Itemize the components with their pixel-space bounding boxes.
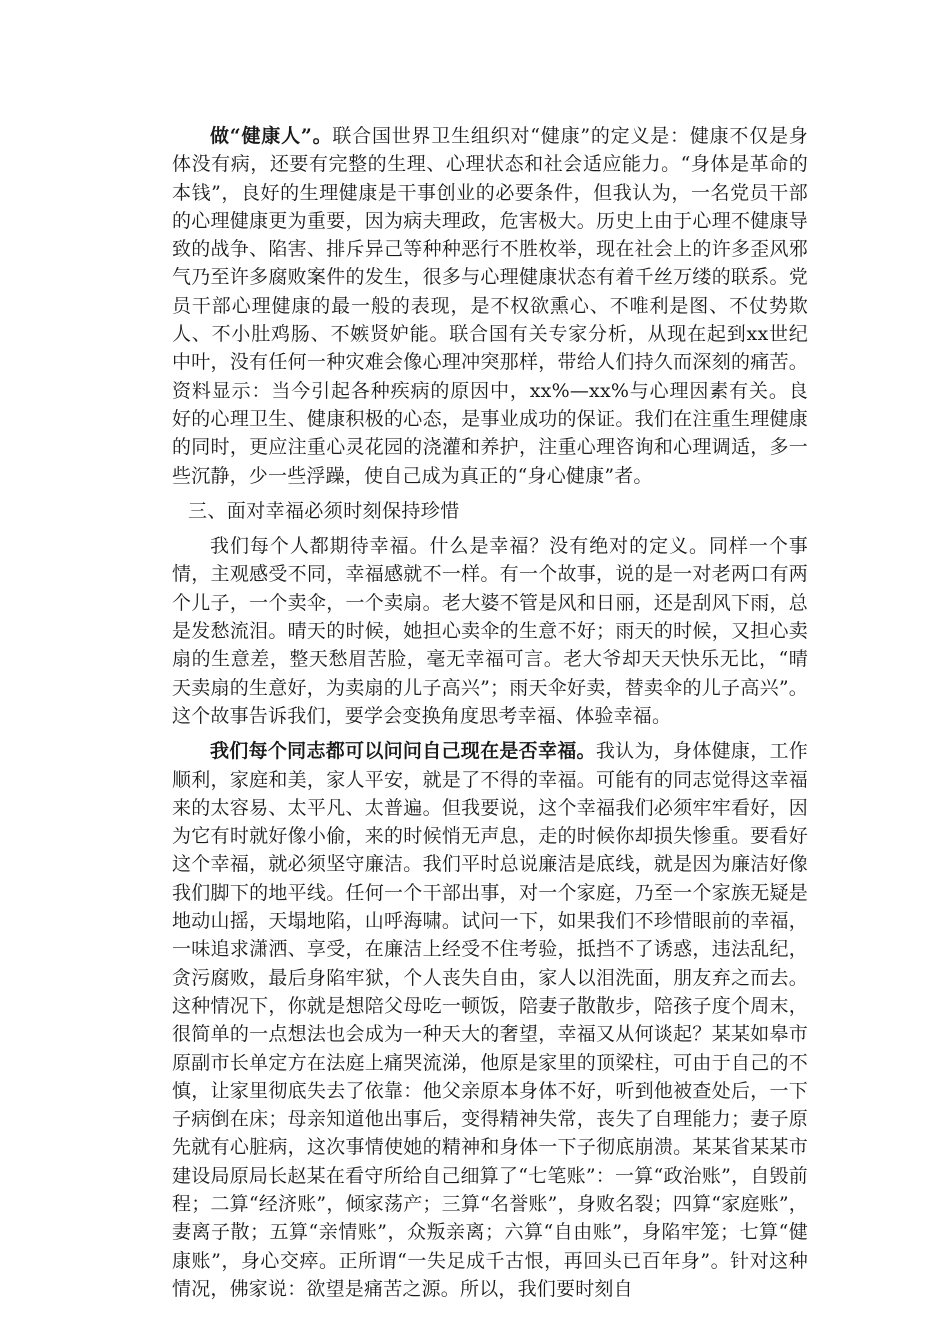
paragraph-ask-yourself — [172, 737, 808, 1303]
paragraph-body-text: 联合国世界卫生组织对“健康”的定义是：健康不仅是身体没有病，还要有完整的生理、心理状态和社会适应能力。“身体是革命的本钱”，良好的生理健康是干事创业的必要条件，但我认为，一名党员干部的心理健康更为重要，因为病夫理政，危害极大。历史上由于心理不健康导致的战争、陷害、排斥异己等种种恶行不胜枚举，现在社会上的许多歪风邪气乃至许多腐败案件的发生，很多与心理健康状态有着千丝万缕的联系。党员干部心理健康的最一般的表现，是不权欲熏心、不唯利是图、不仗势欺人、不小肚鸡肠、不嫉贤妒能。联合国有关专家分析，从现在起到xx世纪中叶，没有任何一种灾难会像心理冲突那样，带给人们持久而深刻的痛苦。资料显示：当今引起各种疾病的原因中，xx%—xx%与心理因素有关。良好的心理卫生、健康积极的心态，是事业成功的保证。我们在注重生理健康的同时，更应注重心灵花园的浇灌和养护，注重心理咨询和心理调适，多一些沉静，少一些浮躁，使自己成为真正的“身心健康”者。 — [172, 125, 808, 487]
document-page — [172, 122, 808, 1303]
paragraph-body-text: 我认为，身体健康，工作顺利，家庭和美，家人平安，就是了不得的幸福。可能有的同志觉得这幸福来的太容易、太平凡、太普遍。但我要说，这个幸福我们必须牢牢看好，因为它有时就好像小偷，来的时候悄无声息，走的时候你却损失惨重。要看好这个幸福，就必须坚守廉洁。我们平时总说廉洁是底线，就是因为廉洁好像我们脚下的地平线。任何一个干部出事，对一个家庭，乃至一个家族无疑是地动山摇，天塌地陷，山呼海啸。试问一下，如果我们不珍惜眼前的幸福，一味追求潇洒、享受，在廉洁上经受不住考验，抵挡不了诱惑，违法乱纪，贪污腐败，最后身陷牢狱，个人丧失自由，家人以泪洗面，朋友弃之而去。这种情况下，你就是想陪父母吃一顿饭，陪妻子散散步，陪孩子度个周末，很简单的一点想法也会成为一种天大的奢望，幸福又从何谈起？某某如皋市原副市长单定方在法庭上痛哭流涕，他原是家里的顶梁柱，可由于自己的不慎，让家里彻底失去了依靠：他父亲原本身体不好，听到他被查处后，一下子病倒在床；母亲知道他出事后，变得精神失常，丧失了自理能力；妻子原先就有心脏病，这次事情使她的精神和身体一下子彻底崩溃。某某省某某市建设局原局长赵某在看守所给自己细算了“七笔账”：一算“政治账”，自毁前程；二算“经济账”，倾家荡产；三算“名誉账”，身败名裂；四算“家庭账”，妻离子散；五算“亲情账”，众叛亲离；六算“自由账”，身陷牢笼；七算“健康账”，身心交瘁。正所谓“一失足成千古恨，再回头已百年身”。针对这种情况，佛家说：欲望是痛苦之源。所以，我们要时刻自 — [172, 740, 808, 1300]
paragraph-happiness-story: 我们每个人都期待幸福。什么是幸福？没有绝对的定义。同样一个事情，主观感受不同，幸福感就不一样。有一个故事，说的是一对老两口有两个儿子，一个卖伞，一个卖扇。老大婆不管是风和日丽，还是刮风下雨，总是发愁流泪。晴天的时候，她担心卖伞的生意不好；雨天的时候，又担心卖扇的生意差，整天愁眉苦脸，毫无幸福可言。老大爷却天天快乐无比，“晴天卖扇的生意好，为卖扇的儿子高兴”；雨天伞好卖，替卖伞的儿子高兴”。这个故事告诉我们，要学会变换角度思考幸福、体验幸福。 — [172, 535, 808, 727]
paragraph-lead-bold: 做“健康人”。 — [210, 125, 333, 147]
paragraph-lead-bold: 我们每个同志都可以问问自己现在是否幸福。 — [210, 740, 596, 763]
paragraph-healthy-person — [172, 122, 808, 490]
section-heading-three: 三、面对幸福必须时刻保持珍惜 — [188, 499, 460, 522]
